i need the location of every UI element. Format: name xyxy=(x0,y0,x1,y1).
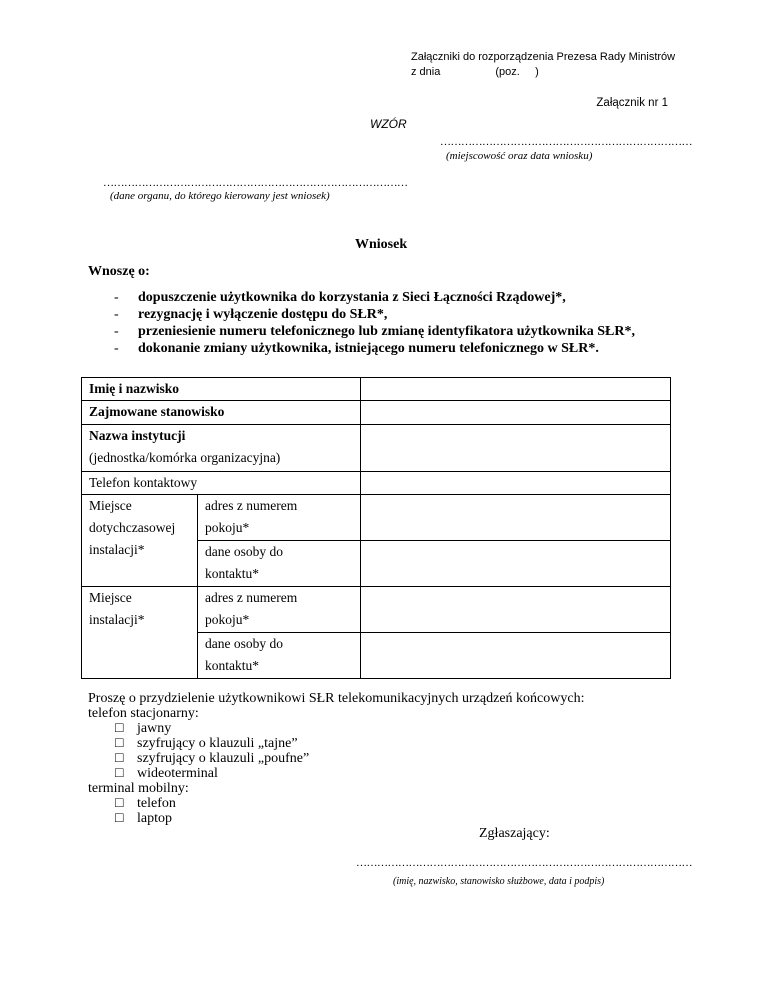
option-label: laptop xyxy=(137,811,172,826)
institution-field[interactable] xyxy=(361,424,671,471)
institution-label-cell xyxy=(82,424,361,471)
annex-number: Załącznik nr 1 xyxy=(596,97,668,109)
checkbox-icon[interactable]: □ xyxy=(115,766,124,781)
previous-contact-label-line2: kontaktu* xyxy=(205,566,259,582)
signature-caption: (imię, nazwisko, stanowisko służbowe, data i podpis) xyxy=(393,876,605,887)
option-videoterminal[interactable] xyxy=(88,766,584,781)
previous-location-label-cell xyxy=(82,495,198,587)
install-address-field[interactable] xyxy=(361,587,671,633)
install-contact-field[interactable] xyxy=(361,633,671,679)
template-label: WZÓR xyxy=(370,117,407,131)
request-item: - przeniesienie numeru telefonicznego lub zmianę identyfikatora użytkownika SŁR*, xyxy=(114,323,635,340)
previous-location-label-line1: Miejsce xyxy=(89,498,132,514)
install-contact-label-cell xyxy=(198,633,361,679)
request-intro: Wnoszę o: xyxy=(88,264,150,279)
place-date-dots: ……………………………………………………………… xyxy=(440,136,692,148)
option-label: szyfrujący o klauzuli „tajne” xyxy=(137,736,298,751)
institution-sublabel: (jednostka/komórka organizacyjna) xyxy=(89,449,281,465)
position-field[interactable] xyxy=(361,401,671,424)
signature-dots: …………………………………………………………………………………… xyxy=(356,857,692,869)
phone-label: Telefon kontaktowy xyxy=(89,474,198,490)
position-label: Zajmowane stanowisko xyxy=(89,404,225,420)
install-location-label-line1: Miejsce xyxy=(89,590,132,606)
regulation-header-line1: Załączniki do rozporządzenia Prezesa Rady Ministrów xyxy=(411,51,676,63)
name-label: Imię i nazwisko xyxy=(89,381,180,396)
position-label-cell xyxy=(82,401,361,424)
previous-location-label-line3: instalacji* xyxy=(89,542,145,558)
option-laptop[interactable] xyxy=(88,811,584,826)
document-title: Wniosek xyxy=(355,237,408,252)
mobile-terminal-label: terminal mobilny: xyxy=(88,781,189,796)
applicant-label: Zgłaszający: xyxy=(479,826,550,841)
checkbox-icon[interactable]: □ xyxy=(115,751,124,766)
option-label: szyfrujący o klauzuli „poufne” xyxy=(137,751,310,766)
option-label: wideoterminal xyxy=(137,766,218,781)
previous-address-label-line1: adres z numerem xyxy=(205,498,298,514)
option-secret[interactable] xyxy=(88,736,584,751)
option-label: jawny xyxy=(137,721,172,736)
checkbox-icon[interactable]: □ xyxy=(115,721,124,736)
devices-section xyxy=(88,691,584,826)
option-public[interactable] xyxy=(88,721,584,736)
place-date-caption: (miejscowość oraz data wniosku) xyxy=(446,150,593,162)
request-list xyxy=(114,289,635,357)
previous-contact-label-line1: dane osoby do xyxy=(205,544,283,560)
previous-contact-label-cell xyxy=(198,541,361,587)
checkbox-icon[interactable]: □ xyxy=(115,736,124,751)
stationary-phone-label: telefon stacjonarny: xyxy=(88,706,199,721)
phone-field[interactable] xyxy=(361,471,671,494)
install-contact-label-line1: dane osoby do xyxy=(205,636,283,651)
option-confidential[interactable] xyxy=(88,751,584,766)
regulation-header-line2: z dnia (poz. ) xyxy=(411,66,539,78)
install-address-label-line1: adres z numerem xyxy=(205,590,298,606)
phone-label-cell xyxy=(82,471,361,494)
authority-caption: (dane organu, do którego kierowany jest wniosek) xyxy=(110,190,330,202)
name-label-cell xyxy=(82,378,361,401)
option-phone[interactable] xyxy=(88,796,584,811)
request-item: - dokonanie zmiany użytkownika, istniejącego numeru telefonicznego w SŁR*. xyxy=(114,340,635,357)
install-location-label-line2: instalacji* xyxy=(89,612,145,628)
previous-address-label-cell xyxy=(198,495,361,541)
previous-address-label-line2: pokoju* xyxy=(205,520,250,536)
authority-dots: …………………………………………………………………………… xyxy=(103,177,408,189)
devices-intro: Proszę o przydzielenie użytkownikowi SŁR telekomunikacyjnych urządzeń końcowych: xyxy=(88,691,585,706)
institution-label: Nazwa instytucji xyxy=(89,427,186,443)
install-contact-label-line2: kontaktu* xyxy=(205,658,259,673)
previous-location-label-line2: dotychczasowej xyxy=(89,520,176,536)
option-label: telefon xyxy=(137,796,176,811)
previous-address-field[interactable] xyxy=(361,495,671,541)
previous-contact-field[interactable] xyxy=(361,541,671,587)
request-item: - rezygnację i wyłączenie dostępu do SŁR*, xyxy=(114,306,635,323)
checkbox-icon[interactable]: □ xyxy=(115,811,124,826)
request-item: - dopuszczenie użytkownika do korzystania z Sieci Łączności Rządowej*, xyxy=(114,289,635,306)
name-field[interactable] xyxy=(361,378,671,401)
regulation-header xyxy=(411,50,675,80)
install-address-label-line2: pokoju* xyxy=(205,612,250,628)
install-address-label-cell xyxy=(198,587,361,633)
checkbox-icon[interactable]: □ xyxy=(115,796,124,811)
user-data-table xyxy=(81,377,671,679)
install-location-label-cell xyxy=(82,587,198,679)
